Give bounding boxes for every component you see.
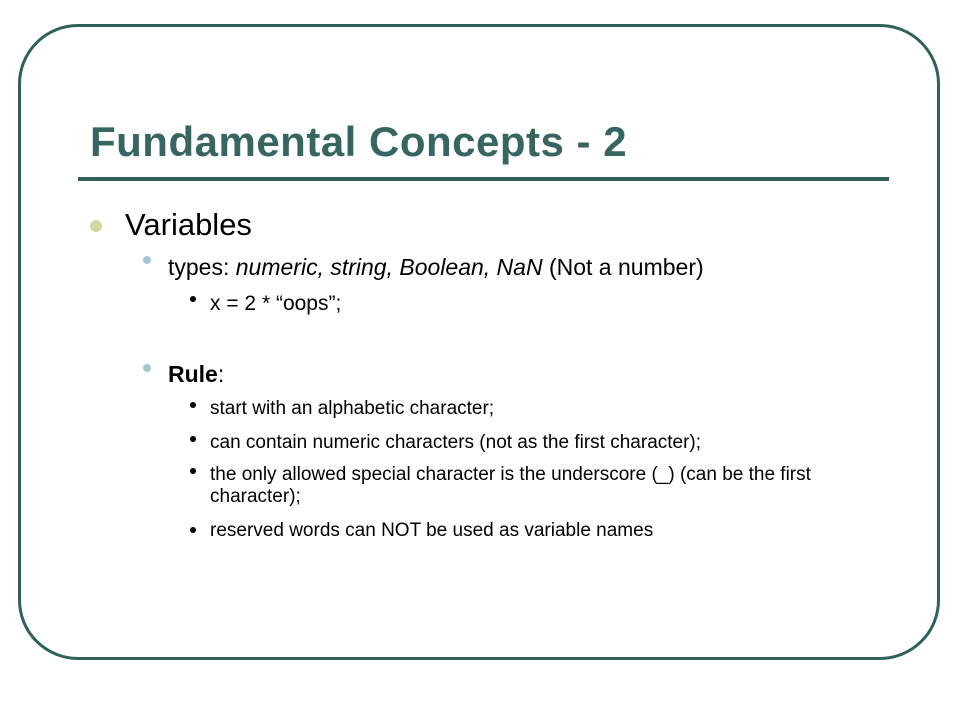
types-line (168, 254, 704, 281)
example-code: x = 2 * “oops”; (210, 292, 342, 315)
types-prefix: types: (168, 254, 236, 280)
bullet-level2-icon (143, 364, 151, 372)
bullet-level2-icon (143, 256, 151, 264)
title-underline (78, 177, 889, 181)
rule-colon: : (217, 361, 225, 387)
bullet-level3-icon (190, 527, 196, 533)
bullet-level3-icon (190, 402, 196, 408)
slide-title: Fundamental Concepts - 2 (90, 118, 628, 165)
rule-item: reserved words can NOT be used as variable names (210, 520, 654, 541)
types-suffix: (Not a number) (542, 254, 704, 280)
bullet-level3-icon (190, 436, 196, 442)
rule-item: the only allowed special character is the underscore (_) (can be the first character); (210, 464, 811, 507)
rule-label: Rule (168, 361, 218, 387)
variables-heading: Variables (125, 207, 252, 242)
bullet-level3-icon (190, 468, 196, 474)
bullet-level1-icon (90, 220, 102, 232)
types-italic: numeric, string, Boolean, NaN (235, 254, 543, 280)
bullet-level3-icon (190, 296, 196, 302)
rule-item: can contain numeric characters (not as the first character); (210, 432, 702, 453)
rule-item: start with an alphabetic character; (210, 398, 495, 419)
rule-heading (168, 361, 224, 388)
